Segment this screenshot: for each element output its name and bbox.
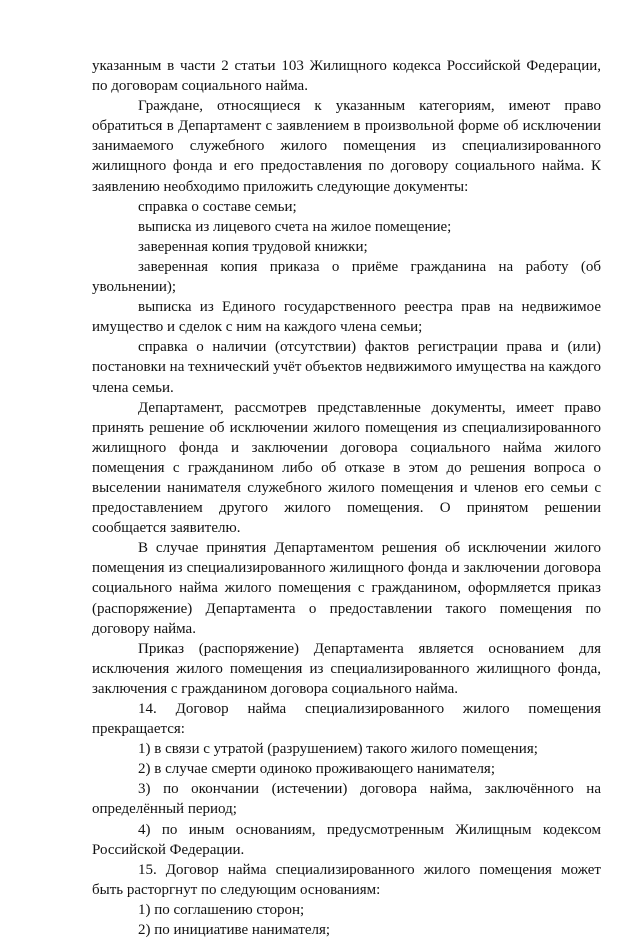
list-item-family-certificate: справка о составе семьи;: [138, 198, 297, 215]
paragraph-order-issued: В случае принятия Департаментом решения об исключении жилого помещения из специализированного жилищного фонда и заключении договора социального найма жилого помещения с гражданином, оформляется приказ (распоряжение) Департамента о предоставлении такого помещения по договору найма.: [92, 540, 601, 637]
paragraph-citizens-apply: Граждане, относящиеся к указанным категориям, имеют право обратиться в Департамент с заявлением в произвольной форме об исключении занимаемого служебного жилого помещения из специализированного жилищного фонда и его предоставления по договору социального найма. К заявлению необходимо приложить следующие документы:: [92, 98, 601, 195]
document-body: [92, 56, 601, 940]
list-item-work-book-copy: заверенная копия трудовой книжки;: [138, 238, 368, 255]
clause-15-heading: 15. Договор найма специализированного жилого помещения может быть расторгнут по следующим основаниям:: [92, 861, 601, 898]
list-item-registration-certificate: справка о наличии (отсутствии) фактов регистрации права и (или) постановки на технический учёт объектов недвижимого имущества на каждого члена семьи.: [92, 339, 601, 396]
clause-14-heading: 14. Договор найма специализированного жилого помещения прекращается:: [92, 701, 601, 738]
clause-14-item-3: 3) по окончании (истечении) договора найма, заключённого на определённый период;: [92, 781, 601, 818]
paragraph-continuation: указанным в части 2 статьи 103 Жилищного кодекса Российской Федерации, по договорам социального найма.: [92, 58, 601, 95]
paragraph-order-basis: Приказ (распоряжение) Департамента является основанием для исключения жилого помещения из специализированного жилищного фонда, заключения с гражданином договора социального найма.: [92, 640, 601, 697]
clause-15-item-2: 2) по инициативе нанимателя;: [138, 922, 331, 939]
clause-14-item-1: 1) в связи с утратой (разрушением) такого жилого помещения;: [138, 741, 538, 758]
clause-14-item-4: 4) по иным основаниям, предусмотренным Жилищным кодексом Российской Федерации.: [92, 821, 601, 858]
list-item-account-extract: выписка из лицевого счета на жилое помещение;: [138, 218, 452, 235]
paragraph-department-decision: Департамент, рассмотрев представленные документы, имеет право принять решение об исключении жилого помещения из специализированного жилищного фонда и заключении договора социального найма жилого помещения с гражданином либо об отказе в этом до решения вопроса о выселении нанимателя служебного жилого помещения и членов его семьи с предоставлением другого жилого помещения. О принятом решении сообщается заявителю.: [92, 399, 601, 537]
clause-14-item-2: 2) в случае смерти одиноко проживающего нанимателя;: [138, 761, 495, 778]
list-item-registry-extract: выписка из Единого государственного реестра прав на недвижимое имущество и сделок с ним на каждого члена семьи;: [92, 299, 601, 336]
clause-15-item-1: 1) по соглашению сторон;: [138, 901, 305, 918]
list-item-hiring-order-copy: заверенная копия приказа о приёме гражданина на работу (об увольнении);: [92, 258, 601, 296]
